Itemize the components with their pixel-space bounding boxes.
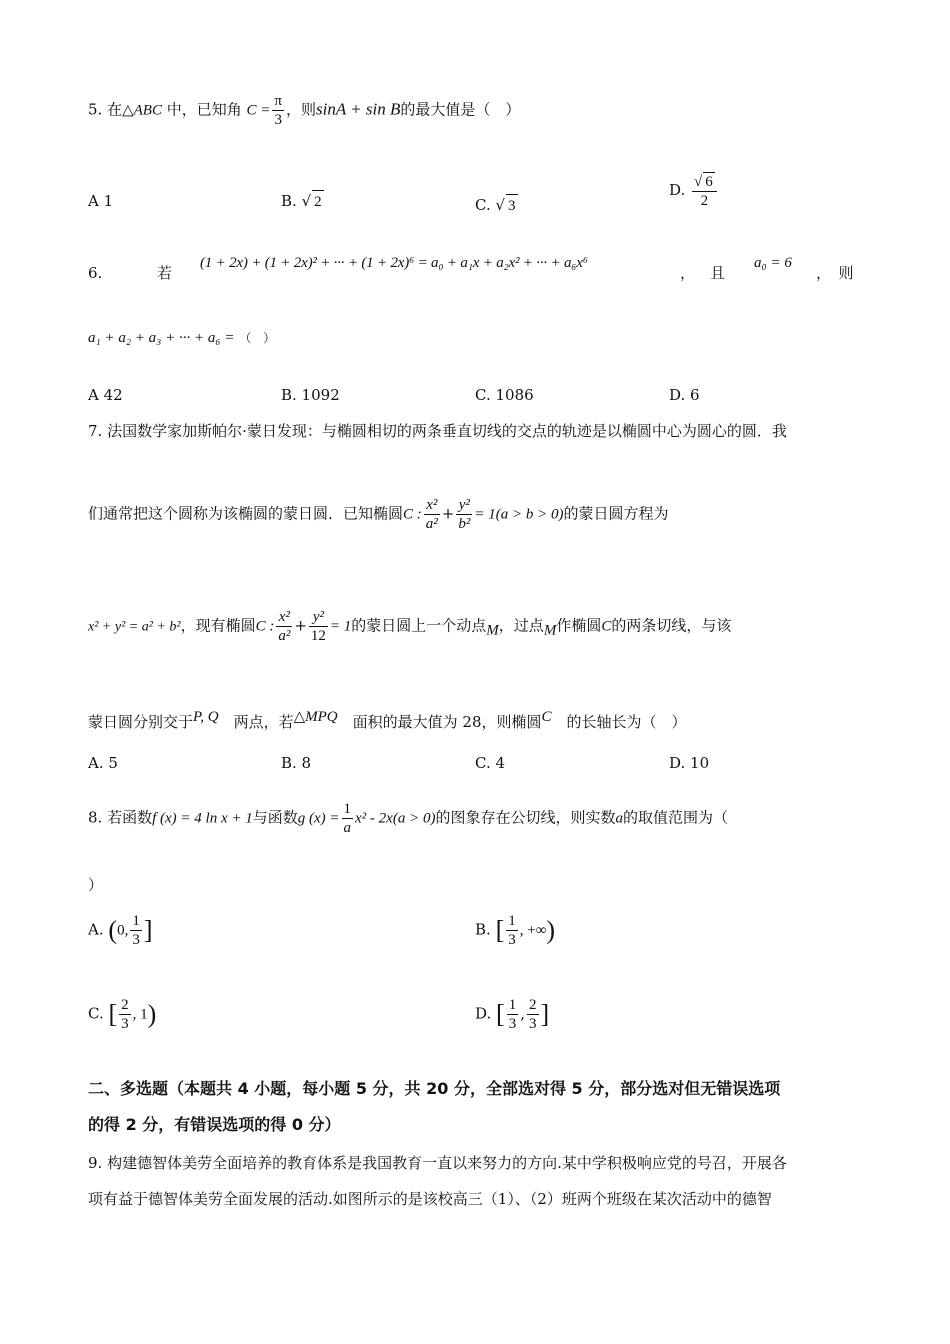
q7-line-2: 们通常把这个圆称为该椭圆的蒙日圆．已知椭圆C : $\frac{\text{x²}}{\text{a²}}$ + $\frac{\text{y²}}{\text{b²}}$ = 1(a > b > 0)的蒙日圆方程为 <box>88 497 669 532</box>
q8-option-c-fraction: $\frac{2}{3}$ <box>121 997 129 1032</box>
q7-frac-x: $\frac{\text{x²}}{\text{a²}}$ <box>425 497 438 532</box>
q5-triangle: △ABC <box>122 102 162 119</box>
q7-option-b[interactable]: B. 8 <box>281 754 312 772</box>
q6-option-c[interactable]: C. 1086 <box>475 386 534 404</box>
q7-ellipse-c: C : <box>403 506 422 523</box>
q7-option-a[interactable]: A. 5 <box>88 754 118 772</box>
q7-ellipse2-c: C : <box>255 618 275 635</box>
q6-qie: 且 <box>710 264 726 282</box>
q7-line-3: x² + y² = a² + b²，现有椭圆C : $\frac{\text{x²}}{\text{a²}}$ + $\frac{\text{y²}}{12}$ = 1的蒙日圆上一个动点M，过点M作椭圆C的两条切线，与该 <box>88 609 732 644</box>
q6-option-b[interactable]: B. 1092 <box>281 386 340 404</box>
q7-ellipse2-frac-y: $\frac{\text{y²}}{12}$ <box>310 609 326 644</box>
q8-option-a-fraction: $\frac{1}{3}$ <box>132 913 140 948</box>
q5-option-a[interactable]: A 1 <box>88 192 114 210</box>
q5-option-c-value: 3 <box>506 194 518 217</box>
q6-sum-line <box>88 326 275 349</box>
q6-ze: ， 则 <box>816 264 854 282</box>
q5-option-d-den: 2 <box>700 193 709 209</box>
q7-point-m-2: M <box>543 622 557 639</box>
q7-point-m: M <box>486 622 499 639</box>
q7-ellipse-tail: = 1(a > b > 0) <box>474 506 564 523</box>
q6-option-a[interactable]: A 42 <box>88 386 123 404</box>
q5-option-b-value: 2 <box>312 190 324 213</box>
q5-mid: 中，已知角 <box>161 100 242 119</box>
q6-paren: （ ） <box>239 331 276 345</box>
q8-option-c[interactable]: C. [ $\frac{2}{3}$ , 1) <box>88 997 157 1032</box>
q8-line-1: 8. 若函数f (x) = 4 ln x + 1与函数g (x) = $\frac{1}{a}$ x² - 2x(a > 0)的图象存在公切线，则实数a的取值范围为（ <box>88 801 728 836</box>
q8-option-d-fraction-2: $\frac{2}{3}$ <box>529 997 537 1032</box>
q5-angle-fraction <box>272 92 284 129</box>
q7-line2-post: 的蒙日圆方程为 <box>563 504 669 523</box>
q5-option-c[interactable]: C. √ 3 <box>475 194 518 217</box>
q7-line2-pre: 们通常把这个圆称为该椭圆的蒙日圆．已知椭圆 <box>88 504 404 523</box>
q7-option-c[interactable]: C. 4 <box>475 754 506 772</box>
q5-option-d-label: D. <box>669 181 686 199</box>
q8-close-paren: ） <box>88 876 104 894</box>
q5-option-c-label: C. <box>475 196 491 214</box>
q5-angle-den: 3 <box>274 112 282 128</box>
q5-option-d-fraction <box>692 172 717 210</box>
q5-option-b-label: B. <box>281 192 297 210</box>
q8-function-f: f (x) = 4 ln x + 1 <box>152 810 253 827</box>
q7-triangle-mpq: △MPQ <box>293 709 338 725</box>
q7-line-1: 7. 法国数学家加斯帕尔·蒙日发现：与椭圆相切的两条垂直切线的交点的轨迹是以椭圆中心为圆心的圆．我 <box>88 422 787 440</box>
q6-comma: ， <box>680 264 696 282</box>
q6-number: 6. <box>88 264 103 282</box>
q5-suffix: 的最大值是（ ） <box>400 100 521 119</box>
q7-ellipse2-frac-x: $\frac{\text{x²}}{\text{a²}}$ <box>278 609 291 644</box>
q8-option-b-fraction: $\frac{1}{3}$ <box>508 913 516 948</box>
q6-condition: a₀ = 6 <box>754 255 792 271</box>
q7-option-d[interactable]: D. 10 <box>669 754 710 772</box>
q6-sum: a₁ + a₂ + a₃ + ··· + a₆ = <box>88 330 235 346</box>
q5-option-b[interactable]: B. √ 2 <box>281 190 324 213</box>
question-5 <box>88 92 520 129</box>
q5-option-d[interactable] <box>669 172 719 210</box>
q6-equation: (1 + 2x) + (1 + 2x)² + ··· + (1 + 2x)⁶ = a₀ + a₁x + a₂x² + ··· + a₆x⁶ <box>200 255 588 271</box>
q9-line-2: 项有益于德智体美劳全面发展的活动.如图所示的是该校高三（1）、（2）班两个班级在某次活动中的德智 <box>88 1190 772 1208</box>
q8-option-b[interactable]: B. [ $\frac{1}{3}$ , +∞) <box>475 913 556 948</box>
q5-prefix: 5. 在 <box>88 100 123 119</box>
q7-monge-equation: x² + y² = a² + b² <box>88 619 181 635</box>
q8-option-a[interactable]: A. (0, $\frac{1}{3}$ ] <box>88 913 153 948</box>
q8-option-d-fraction-1: $\frac{1}{3}$ <box>508 997 517 1032</box>
q7-line-4: 蒙日圆分别交于P, Q 两点，若△MPQ 面积的最大值为 28，则椭圆C 的长轴长为（ ） <box>88 709 687 731</box>
q5-expr: sinA + sin B <box>316 99 401 119</box>
q6-ruo: 若 <box>157 264 173 282</box>
q7-points-pq: P, Q <box>193 709 219 725</box>
q9-line-1: 9. 构建德智体美劳全面培养的教育体系是我国教育一直以来努力的方向.某中学积极响应党的号召，开展各 <box>88 1154 787 1172</box>
section-2-heading-line-1: 二、多选题（本题共 4 小题，每小题 5 分，共 20 分，全部选对得 5 分，部分选对但无错误选项 <box>88 1079 781 1098</box>
q8-g-fraction: $\frac{1}{a}$ <box>343 801 352 836</box>
q8-option-d[interactable]: D. [ $\frac{1}{3}$ , $\frac{2}{3}$ ] <box>475 997 550 1032</box>
q5-angle-lhs: C = <box>246 102 271 119</box>
q6-option-d[interactable]: D. 6 <box>669 386 700 404</box>
q5-then: ，则 <box>286 100 317 119</box>
section-2-heading-line-2: 的得 2 分，有错误选项的得 0 分） <box>88 1115 341 1134</box>
q5-option-d-num: √ 6 <box>692 172 717 192</box>
q8-function-g: g (x) = <box>297 810 340 827</box>
q5-angle-num: π <box>274 93 282 109</box>
q7-frac-y: $\frac{\text{y²}}{\text{b²}}$ <box>458 497 471 532</box>
